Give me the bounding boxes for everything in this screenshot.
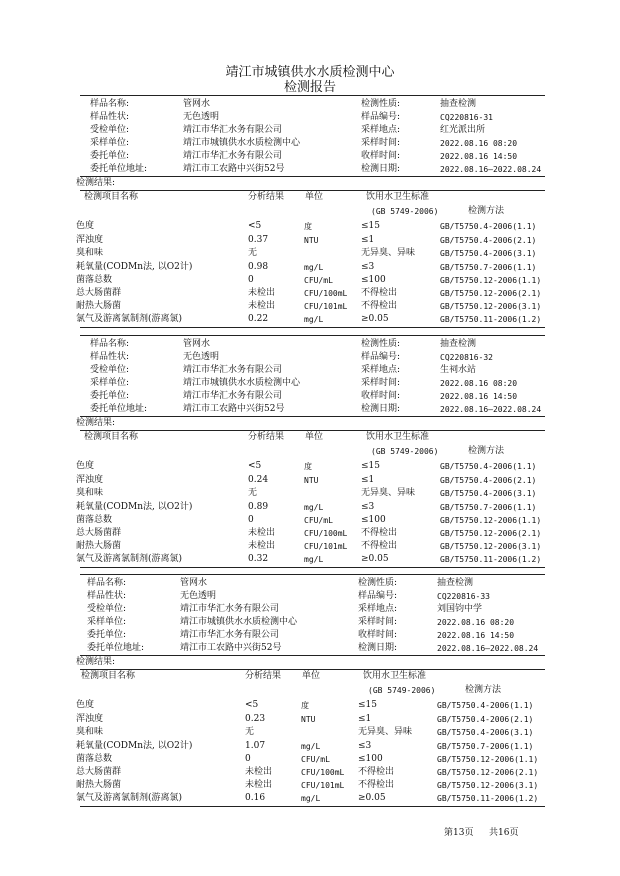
result-item: 色度 [76, 461, 95, 471]
result-value: 0.32 [248, 554, 269, 564]
rule-line [80, 430, 545, 431]
entrust-address-label: 委托单位地址: [87, 643, 145, 653]
result-method: GB/T5750.4-2006(2.1) [437, 715, 534, 724]
client-unit-value: 靖江市华汇水务有限公司 [183, 125, 283, 135]
column-result: 分析结果 [248, 432, 285, 442]
result-standard: ≤1 [358, 714, 372, 724]
result-unit: 度 [304, 462, 312, 471]
result-item: 菌落总数 [76, 754, 113, 764]
result-item: 耐热大肠菌 [76, 780, 122, 790]
column-standard-code: (GB 5749-2006) [371, 447, 439, 456]
result-item: 总大肠菌群 [76, 767, 122, 777]
result-standard: 无异臭、异味 [361, 248, 416, 258]
sampling-place-value: 刘国钧中学 [437, 604, 483, 614]
sample-name-label: 样品名称: [87, 578, 127, 588]
column-standard: 饮用水卫生标准 [363, 671, 427, 681]
result-unit: CFU/101mL [304, 542, 348, 551]
result-unit: 度 [301, 701, 309, 710]
column-standard-code: (GB 5749-2006) [368, 686, 436, 695]
page-number: 第13页 [444, 828, 474, 838]
result-value: 未检出 [248, 288, 276, 298]
result-method: GB/T5750.12-2006(3.1) [440, 302, 542, 311]
column-method: 检测方法 [468, 206, 505, 216]
sample-state-label: 样品性状: [90, 352, 130, 362]
result-unit: mg/L [304, 263, 324, 272]
entrust-address-value: 靖江市工农路中兴街52号 [183, 164, 285, 174]
result-method: GB/T5750.12-2006(1.1) [440, 276, 542, 285]
test-date-value: 2022.08.16—2022.08.24 [437, 644, 539, 653]
sample-state-value: 无色透明 [180, 591, 217, 601]
result-standard: ≥0.05 [361, 554, 389, 564]
client-unit-label: 受检单位: [90, 365, 130, 375]
rule-line [80, 416, 545, 417]
test-date-value: 2022.08.16—2022.08.24 [440, 165, 542, 174]
result-unit: mg/L [301, 794, 321, 803]
result-method: GB/T5750.4-2006(3.1) [440, 489, 537, 498]
test-nature-value: 抽查检测 [440, 99, 477, 109]
result-item: 臭和味 [76, 727, 104, 737]
result-value: 无 [248, 248, 258, 258]
column-unit: 单位 [305, 432, 324, 442]
sample-number-label: 样品编号: [361, 112, 401, 122]
result-method: GB/T5750.12-2006(3.1) [440, 542, 542, 551]
result-item: 色度 [76, 700, 95, 710]
result-value: 0.89 [248, 502, 269, 512]
result-unit: CFU/100mL [301, 768, 345, 777]
result-standard: ≤3 [361, 502, 375, 512]
column-standard: 饮用水卫生标准 [366, 432, 430, 442]
result-standard: 不得检出 [361, 288, 398, 298]
result-value: 未检出 [245, 767, 273, 777]
result-value: 无 [245, 727, 255, 737]
sample-state-value: 无色透明 [183, 352, 220, 362]
entrust-address-label: 委托单位地址: [90, 404, 148, 414]
result-value: 0 [248, 515, 254, 525]
result-unit: CFU/100mL [304, 289, 348, 298]
test-date-label: 检测日期: [361, 404, 401, 414]
result-method: GB/T5750.4-2006(3.1) [440, 249, 537, 258]
entrust-address-label: 委托单位地址: [90, 164, 148, 174]
test-nature-label: 检测性质: [358, 578, 398, 588]
column-method: 检测方法 [468, 446, 505, 456]
column-method: 检测方法 [465, 685, 502, 695]
result-value: 未检出 [245, 780, 273, 790]
sampling-place-value: 生祠水站 [440, 365, 477, 375]
result-item: 氯气及游离氯制剂(游离氯) [76, 793, 183, 803]
sampling-unit-label: 采样单位: [90, 378, 130, 388]
sampling-unit-label: 采样单位: [90, 138, 130, 148]
result-method: GB/T5750.7-2006(1.1) [437, 742, 534, 751]
test-nature-value: 抽查检测 [437, 578, 474, 588]
result-method: GB/T5750.4-2006(1.1) [437, 701, 534, 710]
result-method: GB/T5750.12-2006(2.1) [440, 529, 542, 538]
result-value: 0.16 [245, 793, 266, 803]
result-item: 菌落总数 [76, 515, 113, 525]
column-result: 分析结果 [248, 192, 285, 202]
result-standard: ≤100 [358, 754, 383, 764]
result-item: 耗氧量(CODMn法, 以O2计) [76, 262, 193, 272]
result-method: GB/T5750.7-2006(1.1) [440, 503, 537, 512]
rule-line [80, 95, 545, 96]
result-method: GB/T5750.4-2006(3.1) [437, 728, 534, 737]
entrust-unit-value: 靖江市华汇水务有限公司 [183, 151, 283, 161]
entrust-unit-value: 靖江市华汇水务有限公司 [180, 630, 280, 640]
result-method: GB/T5750.11-2006(1.2) [440, 555, 542, 564]
result-unit: mg/L [304, 555, 324, 564]
receive-time-value: 2022.08.16 14:50 [440, 392, 518, 401]
result-standard: ≤15 [358, 700, 377, 710]
result-method: GB/T5750.12-2006(1.1) [440, 516, 542, 525]
result-value: 1.07 [245, 741, 266, 751]
receive-time-label: 收样时间: [358, 630, 398, 640]
result-standard: ≥0.05 [361, 314, 389, 324]
column-unit: 单位 [305, 192, 324, 202]
result-unit: NTU [304, 476, 319, 485]
result-standard: ≤3 [358, 741, 372, 751]
sample-state-label: 样品性状: [90, 112, 130, 122]
result-method: GB/T5750.12-2006(3.1) [437, 781, 539, 790]
column-item: 检测项目名称 [84, 192, 139, 202]
sample-block [0, 335, 620, 575]
result-unit: NTU [301, 715, 316, 724]
result-unit: NTU [304, 236, 319, 245]
result-item: 氯气及游离氯制剂(游离氯) [76, 554, 183, 564]
rule-line [80, 567, 545, 568]
result-value: <5 [248, 221, 262, 231]
column-item: 检测项目名称 [81, 671, 136, 681]
result-value: 未检出 [248, 301, 276, 311]
result-item: 总大肠菌群 [76, 288, 122, 298]
result-item: 耐热大肠菌 [76, 301, 122, 311]
sampling-place-label: 采样地点: [361, 365, 401, 375]
result-unit: CFU/mL [304, 276, 333, 285]
sampling-place-label: 采样地点: [361, 125, 401, 135]
rule-line [80, 806, 545, 807]
sample-number-value: CQ220816-31 [440, 113, 493, 122]
result-method: GB/T5750.12-2006(2.1) [437, 768, 539, 777]
result-unit: CFU/mL [304, 516, 333, 525]
result-method: GB/T5750.4-2006(1.1) [440, 222, 537, 231]
result-item: 菌落总数 [76, 275, 113, 285]
result-value: 0 [248, 275, 254, 285]
result-standard: 不得检出 [358, 780, 395, 790]
result-standard: 不得检出 [361, 301, 398, 311]
result-value: 未检出 [248, 541, 276, 551]
result-standard: ≤15 [361, 221, 380, 231]
sampling-unit-label: 采样单位: [87, 617, 127, 627]
result-value: 未检出 [248, 528, 276, 538]
entrust-unit-value: 靖江市华汇水务有限公司 [183, 391, 283, 401]
test-date-label: 检测日期: [358, 643, 398, 653]
sample-number-value: CQ220816-32 [440, 353, 493, 362]
sample-name-label: 样品名称: [90, 99, 130, 109]
result-item: 臭和味 [76, 488, 104, 498]
result-item: 耐热大肠菌 [76, 541, 122, 551]
result-standard: 不得检出 [361, 528, 398, 538]
result-standard: ≤100 [361, 515, 386, 525]
result-method: GB/T5750.11-2006(1.2) [437, 794, 539, 803]
result-standard: ≤1 [361, 235, 375, 245]
result-method: GB/T5750.12-2006(2.1) [440, 289, 542, 298]
result-unit: CFU/101mL [304, 302, 348, 311]
report-subtitle: 检测报告 [283, 80, 336, 95]
sampling-place-value: 红光派出所 [440, 125, 486, 135]
report-title: 靖江市城镇供水水质检测中心 [225, 65, 395, 80]
result-method: GB/T5750.11-2006(1.2) [440, 315, 542, 324]
receive-time-value: 2022.08.16 14:50 [440, 152, 518, 161]
result-standard: ≤1 [361, 475, 375, 485]
client-unit-value: 靖江市华汇水务有限公司 [183, 365, 283, 375]
sampling-time-value: 2022.08.16 08:20 [440, 379, 518, 388]
result-value: <5 [248, 461, 262, 471]
sample-block [0, 574, 620, 814]
entrust-address-value: 靖江市工农路中兴街52号 [180, 643, 282, 653]
sampling-unit-value: 靖江市城镇供水水质检测中心 [183, 138, 301, 148]
result-method: GB/T5750.4-2006(2.1) [440, 236, 537, 245]
test-nature-label: 检测性质: [361, 339, 401, 349]
sample-number-label: 样品编号: [361, 352, 401, 362]
rule-line [80, 655, 545, 656]
result-method: GB/T5750.12-2006(1.1) [437, 755, 539, 764]
client-unit-value: 靖江市华汇水务有限公司 [180, 604, 280, 614]
result-standard: 无异臭、异味 [361, 488, 416, 498]
page-total: 共16页 [489, 828, 519, 838]
column-unit: 单位 [302, 671, 321, 681]
receive-time-label: 收样时间: [361, 151, 401, 161]
sample-name-value: 管网水 [180, 578, 208, 588]
result-standard: ≤100 [361, 275, 386, 285]
sampling-unit-value: 靖江市城镇供水水质检测中心 [183, 378, 301, 388]
result-item: 浑浊度 [76, 235, 104, 245]
entrust-unit-label: 委托单位: [87, 630, 127, 640]
result-value: 0.37 [248, 235, 269, 245]
sampling-time-label: 采样时间: [361, 378, 401, 388]
result-item: 耗氧量(CODMn法, 以O2计) [76, 741, 193, 751]
result-item: 浑浊度 [76, 475, 104, 485]
results-label: 检测结果: [76, 178, 116, 188]
test-date-label: 检测日期: [361, 164, 401, 174]
result-standard: ≤3 [361, 262, 375, 272]
result-item: 浑浊度 [76, 714, 104, 724]
result-item: 氯气及游离氯制剂(游离氯) [76, 314, 183, 324]
rule-line [80, 574, 545, 575]
sample-name-label: 样品名称: [90, 339, 130, 349]
rule-line [80, 669, 545, 670]
result-item: 总大肠菌群 [76, 528, 122, 538]
client-unit-label: 受检单位: [87, 604, 127, 614]
results-label: 检测结果: [76, 418, 116, 428]
result-value: 无 [248, 488, 258, 498]
result-item: 臭和味 [76, 248, 104, 258]
sample-block [0, 95, 620, 335]
test-date-value: 2022.08.16—2022.08.24 [440, 405, 542, 414]
result-standard: 不得检出 [358, 767, 395, 777]
result-value: <5 [245, 700, 259, 710]
result-unit: 度 [304, 222, 312, 231]
result-unit: mg/L [301, 742, 321, 751]
sample-state-value: 无色透明 [183, 112, 220, 122]
result-standard: 不得检出 [361, 541, 398, 551]
sampling-time-value: 2022.08.16 08:20 [440, 139, 518, 148]
result-method: GB/T5750.4-2006(2.1) [440, 476, 537, 485]
result-unit: mg/L [304, 503, 324, 512]
results-label: 检测结果: [76, 657, 116, 667]
result-value: 0.22 [248, 314, 269, 324]
rule-line [80, 190, 545, 191]
rule-line [80, 327, 545, 328]
result-unit: CFU/mL [301, 755, 330, 764]
rule-line [80, 176, 545, 177]
result-standard: 无异臭、异味 [358, 727, 413, 737]
column-standard: 饮用水卫生标准 [366, 192, 430, 202]
result-value: 0.98 [248, 262, 269, 272]
test-nature-label: 检测性质: [361, 99, 401, 109]
result-value: 0.24 [248, 475, 269, 485]
sample-name-value: 管网水 [183, 99, 211, 109]
result-method: GB/T5750.4-2006(1.1) [440, 462, 537, 471]
result-value: 0.23 [245, 714, 266, 724]
receive-time-value: 2022.08.16 14:50 [437, 631, 515, 640]
result-unit: CFU/101mL [301, 781, 345, 790]
sampling-time-label: 采样时间: [361, 138, 401, 148]
sample-number-label: 样品编号: [358, 591, 398, 601]
result-item: 耗氧量(CODMn法, 以O2计) [76, 502, 193, 512]
result-standard: ≤15 [361, 461, 380, 471]
result-unit: CFU/100mL [304, 529, 348, 538]
rule-line [80, 335, 545, 336]
sampling-time-value: 2022.08.16 08:20 [437, 618, 515, 627]
result-item: 色度 [76, 221, 95, 231]
entrust-address-value: 靖江市工农路中兴街52号 [183, 404, 285, 414]
receive-time-label: 收样时间: [361, 391, 401, 401]
entrust-unit-label: 委托单位: [90, 391, 130, 401]
column-item: 检测项目名称 [84, 432, 139, 442]
sampling-time-label: 采样时间: [358, 617, 398, 627]
sample-number-value: CQ220816-33 [437, 592, 490, 601]
result-standard: ≥0.05 [358, 793, 386, 803]
column-standard-code: (GB 5749-2006) [371, 207, 439, 216]
entrust-unit-label: 委托单位: [90, 151, 130, 161]
sampling-place-label: 采样地点: [358, 604, 398, 614]
client-unit-label: 受检单位: [90, 125, 130, 135]
result-value: 0 [245, 754, 251, 764]
result-unit: mg/L [304, 315, 324, 324]
test-nature-value: 抽查检测 [440, 339, 477, 349]
sampling-unit-value: 靖江市城镇供水水质检测中心 [180, 617, 298, 627]
sample-state-label: 样品性状: [87, 591, 127, 601]
sample-name-value: 管网水 [183, 339, 211, 349]
column-result: 分析结果 [245, 671, 282, 681]
result-method: GB/T5750.7-2006(1.1) [440, 263, 537, 272]
